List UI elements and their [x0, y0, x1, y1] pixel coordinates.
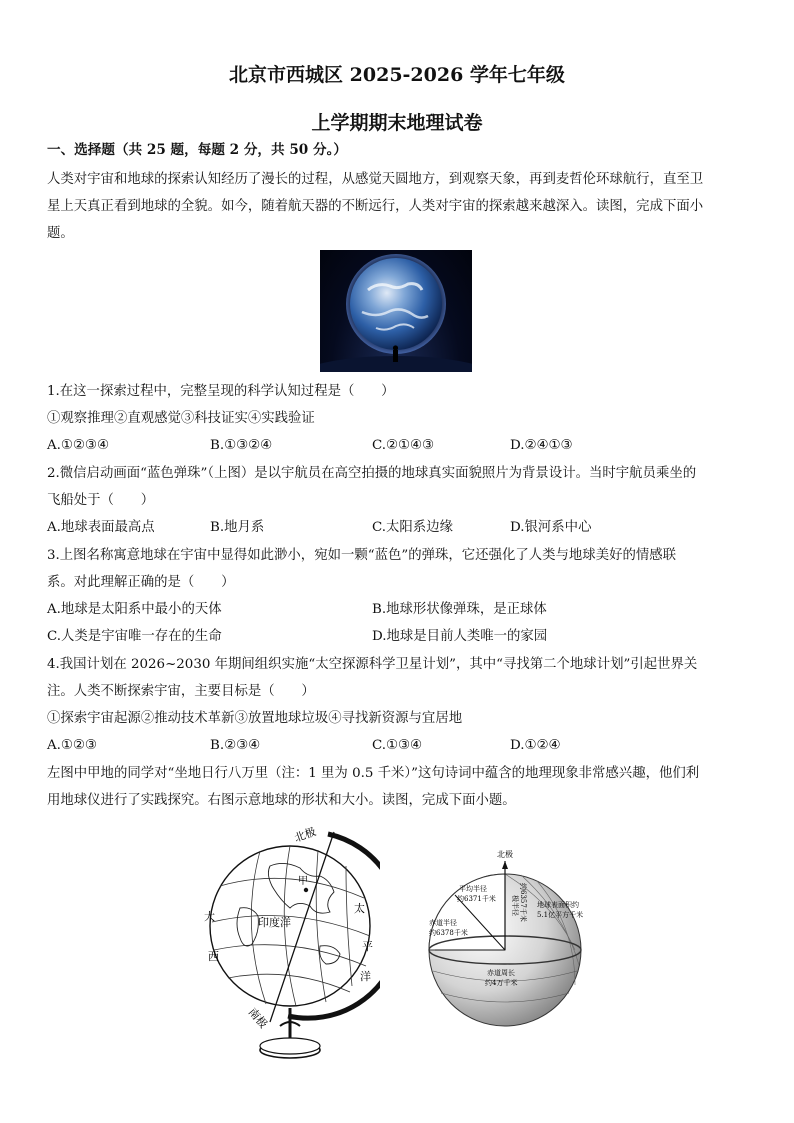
q2-option-b[interactable]: B.地月系: [210, 520, 265, 535]
q3-option-d[interactable]: D.地球是目前人类唯一的家园: [372, 629, 548, 644]
polar-radius-value: 约6357千米: [519, 883, 527, 922]
circumference-value: 约4万千米: [485, 979, 518, 987]
section-heading: 一、选择题（共 25 题，每题 2 分，共 50 分。）: [47, 142, 347, 158]
q1-option-d[interactable]: D.②④①③: [510, 438, 573, 453]
page-title-line2: 上学期期末地理试卷: [311, 112, 483, 134]
q3-option-c[interactable]: C.人类是宇宙唯一存在的生命: [47, 629, 222, 644]
mean-radius-value: 约6371千米: [457, 895, 496, 903]
ocean-label-1: 大: [204, 910, 215, 923]
q4-option-d[interactable]: D.①②④: [510, 738, 561, 753]
q3-stem-line-1: 3.上图名称寓意地球在宇宙中显得如此渺小，宛如一颗“蓝色”的弹珠，它还强化了人类与地球美好的情感联: [47, 548, 677, 563]
q2-option-d[interactable]: D.银河系中心: [510, 520, 592, 535]
page-title-line1: 北京市西城区 2025-2026 学年七年级: [229, 64, 565, 86]
polar-radius-label: 极半径: [511, 895, 519, 916]
q4-option-b[interactable]: B.②③④: [210, 738, 261, 753]
globe-figure: [200, 826, 380, 1066]
q3-stem-line-2: 系。对此理解正确的是（ ）: [47, 575, 235, 590]
surface-area-label: 地球表面积约: [537, 901, 579, 909]
equatorial-radius-label: 赤道半径: [429, 919, 457, 927]
q2-option-c[interactable]: C.太阳系边缘: [372, 520, 453, 535]
ocean-label-2: 西: [208, 950, 219, 963]
intro-line-3: 题。: [47, 226, 74, 241]
surface-area-value: 5.1亿平方千米: [537, 911, 584, 919]
q3-option-a[interactable]: A.地球是太阳系中最小的天体: [47, 602, 222, 617]
section2-intro-line-1: 左图中甲地的同学对“坐地日行八万里（注：1 里为 0.5 千米）”这句诗词中蕴含的地理现象非常感兴趣，他们利: [47, 766, 700, 781]
blue-marble-photo: [320, 250, 472, 372]
q4-items: ①探索宇宙起源②推动技术革新③放置地球垃圾④寻找新资源与宜居地: [47, 711, 463, 726]
point-jia-marker: [304, 888, 308, 892]
circumference-label: 赤道周长: [487, 969, 515, 977]
ocean-label-5: 平: [362, 940, 373, 953]
q4-stem-line-1: 4.我国计划在 2026~2030 年期间组织实施“太空探源科学卫星计划”，其中“寻找第二个地球计划”引起世界关: [47, 657, 698, 672]
q3-option-b[interactable]: B.地球形状像弹珠，是正球体: [372, 602, 547, 617]
globe-north-label: 北极: [292, 826, 318, 845]
earth-size-figure: [425, 845, 600, 1045]
q2-stem-line-2: 飞船处于（ ）: [47, 493, 155, 508]
equatorial-radius-value: 约6378千米: [429, 929, 468, 937]
ocean-label-4: 太: [354, 902, 365, 915]
q1-option-a[interactable]: A.①②③④: [47, 438, 109, 453]
q2-option-a[interactable]: A.地球表面最高点: [47, 520, 155, 535]
q1-stem: 1.在这一探索过程中，完整呈现的科学认知过程是（ ）: [47, 384, 395, 399]
q4-option-c[interactable]: C.①③④: [372, 738, 423, 753]
ocean-label-6: 洋: [360, 970, 371, 983]
q1-option-b[interactable]: B.①③②④: [210, 438, 273, 453]
q4-stem-line-2: 注。人类不断探索宇宙，主要目标是（ ）: [47, 684, 315, 699]
ocean-label-3: 印度洋: [258, 916, 291, 929]
q1-option-c[interactable]: C.②①④③: [372, 438, 435, 453]
point-jia-label: 甲: [298, 876, 308, 887]
intro-line-2: 星上天真正看到地球的全貌。如今，随着航天器的不断远行，人类对宇宙的探索越来越深入。读图，完成下面小: [47, 199, 704, 214]
north-pole-label: 北极: [497, 850, 513, 859]
q2-stem-line-1: 2.微信启动画面“蓝色弹珠”（上图）是以宇航员在高空拍摄的地球真实面貌照片为背景设计。当时宇航员乘坐的: [47, 466, 697, 481]
q1-items: ①观察推理②直观感觉③科技证实④实践验证: [47, 411, 315, 426]
section2-intro-line-2: 用地球仪进行了实践探究。右图示意地球的形状和大小。读图，完成下面小题。: [47, 793, 516, 808]
globe-south-label: 南极: [245, 1005, 270, 1031]
q4-option-a[interactable]: A.①②③: [47, 738, 97, 753]
mean-radius-label: 平均半径: [459, 885, 487, 893]
intro-line-1: 人类对宇宙和地球的探索认知经历了漫长的过程，从感觉天圆地方，到观察天象，再到麦哲伦环球航行，直至卫: [47, 172, 704, 187]
